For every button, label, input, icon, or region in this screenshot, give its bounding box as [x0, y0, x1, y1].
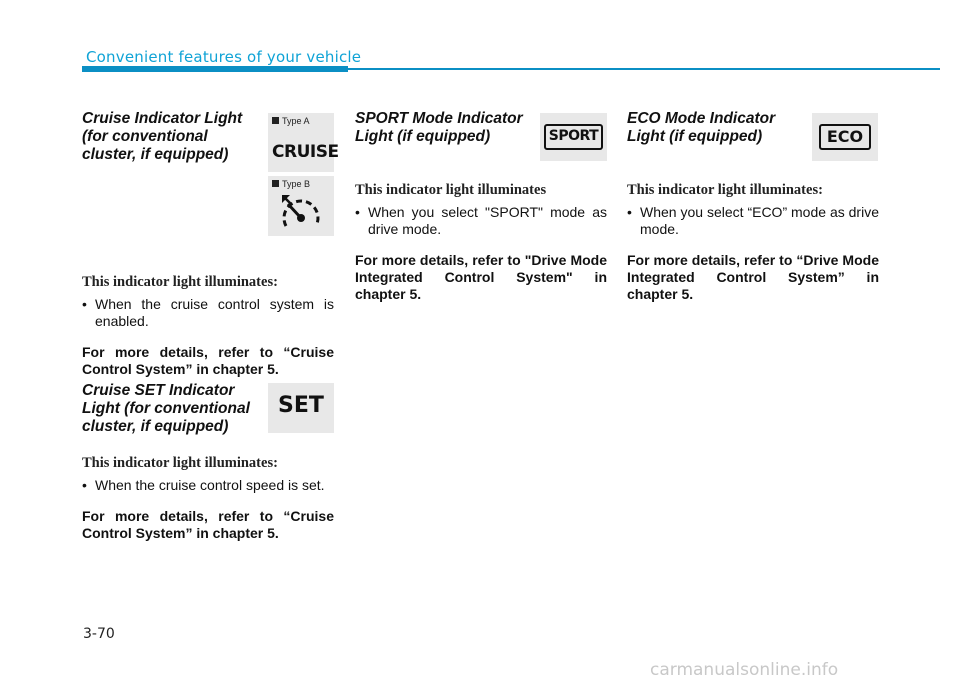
- set-bullet: • When the cruise control speed is set.: [82, 477, 334, 494]
- page-number: 3-70: [83, 626, 115, 642]
- sport-illuminates-heading: This indicator light illuminates: [355, 182, 547, 198]
- header-tab-bar: [82, 66, 348, 72]
- set-icon: SET: [278, 393, 324, 418]
- header-title: Convenient features of your vehicle: [86, 48, 362, 66]
- speedometer-icon: [278, 192, 324, 232]
- cruise-type-b-icon-box: [268, 176, 334, 236]
- cruise-type-a-icon-box: [268, 113, 339, 172]
- sport-title: SPORT Mode Indicator Light (if equipped): [355, 110, 523, 145]
- set-illuminates-heading: This indicator light illuminates:: [82, 455, 278, 471]
- eco-bullet: • When you select “ECO” mode as drive mode.: [627, 204, 879, 238]
- column-sport: [355, 110, 607, 303]
- eco-icon-box: [812, 113, 878, 161]
- cruise-bullet: • When the cruise control system is enabled.: [82, 296, 334, 330]
- sport-bullet: • When you select "SPORT" mode as drive mode.: [355, 204, 607, 238]
- sport-more-details: For more details, refer to "Drive Mode Integrated Control System" in chapter 5.: [355, 252, 607, 302]
- cruise-set-body: [82, 455, 334, 542]
- eco-more-details: For more details, refer to “Drive Mode Integrated Control System” in chapter 5.: [627, 252, 879, 302]
- column-cruise: [82, 110, 339, 541]
- watermark: carmanualsonline.info: [650, 660, 839, 680]
- sport-icon: SPORT: [544, 124, 603, 150]
- eco-title: ECO Mode Indicator Light (if equipped): [627, 110, 776, 145]
- set-more-details: For more details, refer to “Cruise Control System” in chapter 5.: [82, 508, 334, 541]
- page-header: [82, 46, 940, 74]
- type-a-label: Type A: [272, 116, 310, 126]
- cruise-indicator-section: [82, 110, 339, 378]
- cruise-illuminates-heading: This indicator light illuminates:: [82, 274, 278, 290]
- header-rule: [348, 68, 940, 70]
- column-eco: [627, 110, 879, 303]
- cruise-more-details: For more details, refer to “Cruise Control System” in chapter 5.: [82, 344, 334, 377]
- type-b-label: Type B: [272, 179, 310, 189]
- cruise-indicator-title: Cruise Indicator Light (for conventional cluster, if equipped): [82, 110, 243, 163]
- eco-illuminates-heading: This indicator light illuminates:: [627, 182, 823, 198]
- set-icon-box: [268, 383, 334, 433]
- cruise-set-title: Cruise SET Indicator Light (for conventional cluster, if equipped): [82, 382, 250, 435]
- sport-icon-box: [540, 113, 607, 161]
- cruise-icon: CRUISE: [272, 142, 339, 162]
- eco-icon: ECO: [819, 124, 871, 150]
